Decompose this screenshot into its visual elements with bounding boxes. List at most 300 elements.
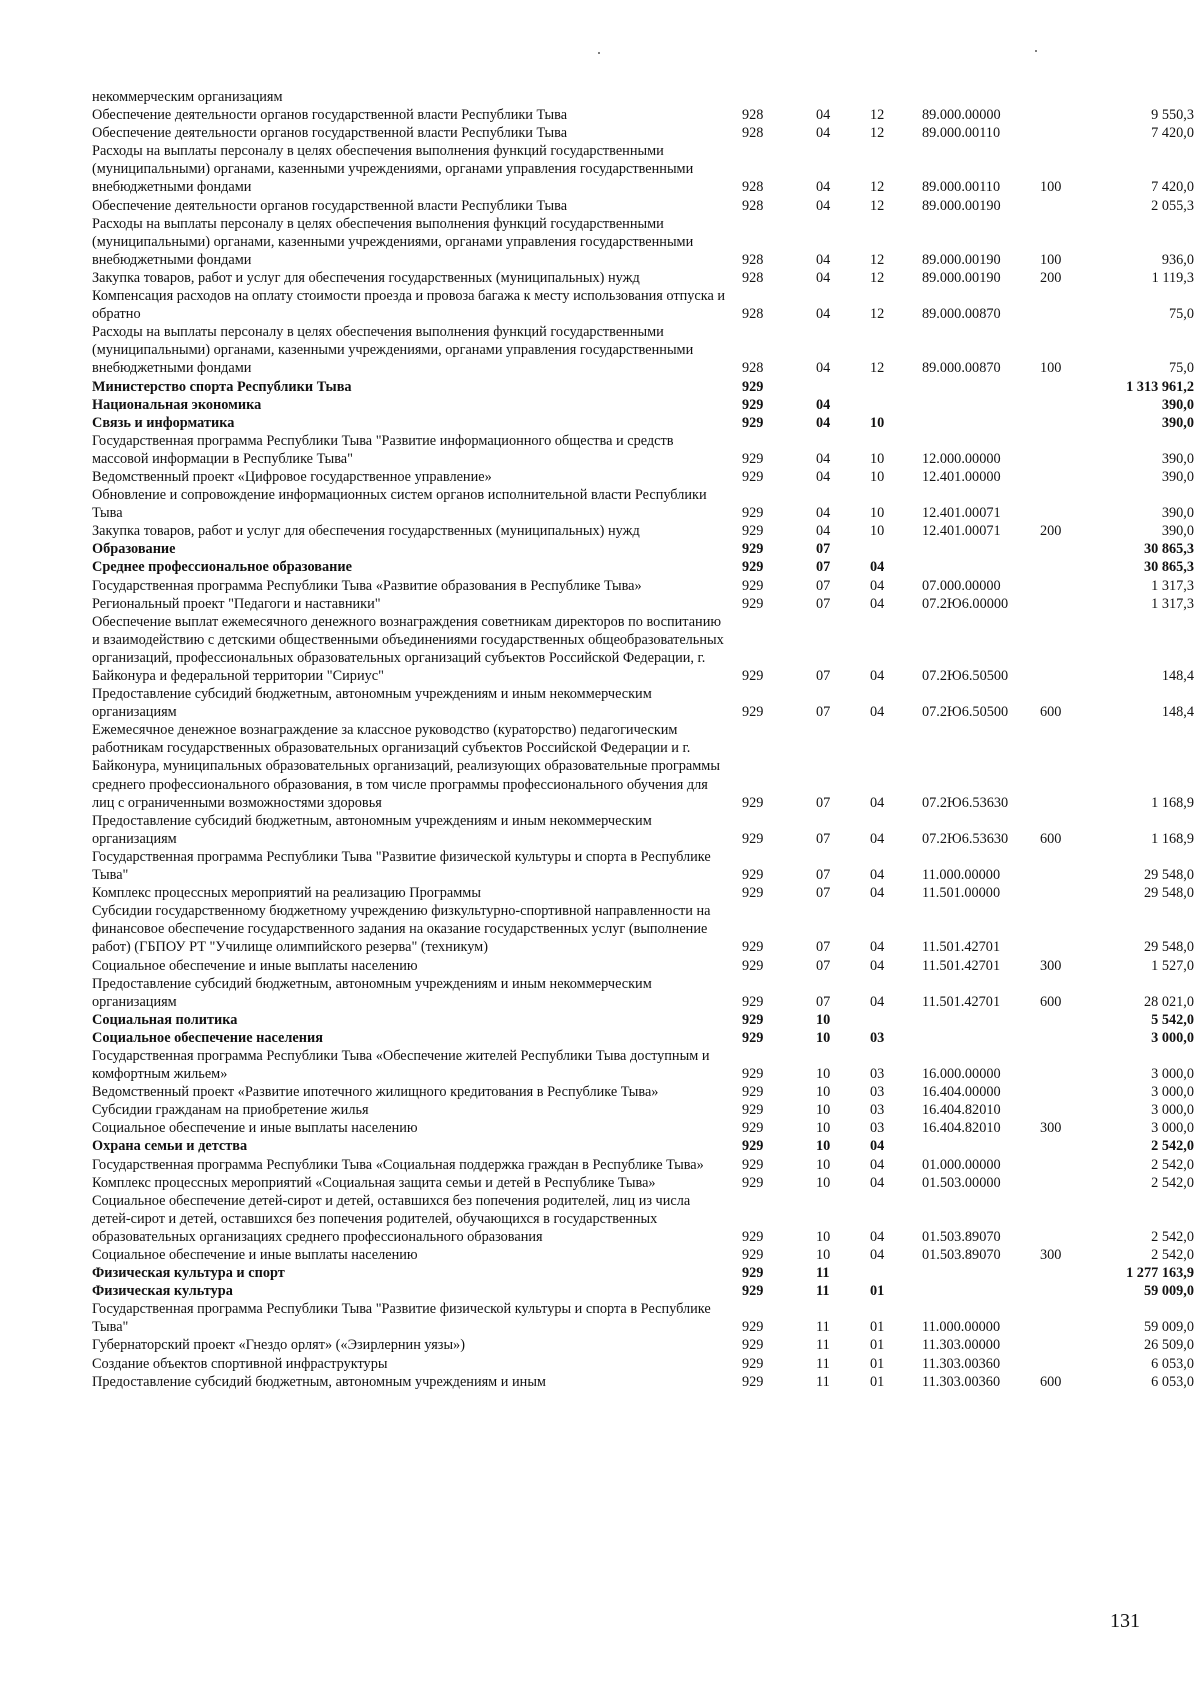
row-expense-type (1040, 486, 1084, 522)
table-row (92, 1336, 1194, 1354)
row-name: Физическая культура и спорт (92, 1265, 285, 1282)
row-target-article: 07.2Ю6.50500 (922, 668, 1009, 684)
row-target-article (918, 1282, 1040, 1300)
row-amount: 3 000,0 (1151, 1120, 1194, 1137)
table-row (92, 1137, 1194, 1155)
table-row (92, 1101, 1194, 1119)
row-subsection-code: 01 (870, 1337, 885, 1354)
table-row (92, 595, 1194, 613)
row-subsection-code: 04 (870, 993, 885, 1010)
row-name: Обеспечение выплат ежемесячного денежного вознаграждения советникам директоров по воспитанию и взаимодействию с детскими общественными объединениями государственных общеобразовательных организаций, профессиональных образовательных организаций субъектов Российской Федерации, г. Байконура и федеральной территории "Сириус" (92, 613, 724, 684)
row-name: Социальное обеспечение населения (92, 1029, 323, 1046)
row-amount: 390,0 (1161, 505, 1194, 522)
row-target-article: 07.2Ю6.00000 (922, 595, 1009, 612)
row-gr-code: 929 (742, 1102, 764, 1119)
row-amount: 1 168,9 (1151, 830, 1194, 847)
row-name: Расходы на выплаты персоналу в целях обеспечения выполнения функций государственными (муниципальными) органами, казенными учреждениями, органами управления государственными внебюджетными фондами (92, 215, 694, 268)
table-row (92, 1282, 1194, 1300)
row-expense-type (1040, 1264, 1084, 1282)
row-gr-code: 928 (742, 269, 764, 286)
row-target-article: 16.000.00000 (922, 1066, 1001, 1083)
row-section-code: 10 (816, 1228, 831, 1245)
row-target-article: 07.2Ю6.53630 (922, 794, 1009, 811)
row-target-article (918, 1011, 1040, 1029)
row-target-article: 89.000.00190 (922, 269, 1001, 286)
row-amount: 148,4 (1161, 704, 1194, 721)
row-amount: 30 865,3 (1143, 541, 1194, 558)
table-row (92, 975, 1194, 1011)
row-name: Социальное обеспечение и иные выплаты населению (92, 1120, 418, 1137)
row-gr-code: 929 (742, 957, 764, 974)
row-target-article: 07.2Ю6.50500 (922, 704, 1009, 721)
row-name: Государственная программа Республики Тыва «Обеспечение жителей Республики Тыва доступным и комфортным жильем» (92, 1047, 710, 1083)
table-row (92, 215, 1194, 269)
row-subsection-code: 12 (870, 125, 885, 142)
table-row (92, 124, 1194, 142)
row-subsection-code: 12 (870, 197, 885, 214)
row-section-code: 11 (816, 1373, 830, 1390)
row-name: Субсидии гражданам на приобретение жилья (92, 1102, 369, 1119)
row-name: Связь и информатика (92, 414, 235, 431)
row-gr-code: 929 (742, 1355, 764, 1372)
row-name: Региональный проект "Педагоги и наставники" (92, 595, 381, 612)
table-row (92, 88, 1194, 106)
row-section-code: 04 (816, 125, 831, 142)
row-section-code: 10 (816, 1138, 831, 1155)
row-expense-type (1040, 378, 1084, 396)
table-row (92, 812, 1194, 848)
row-expense-type: 600 (1040, 704, 1062, 721)
table-row (92, 902, 1194, 956)
row-subsection-code: 12 (870, 251, 885, 268)
row-expense-type (1040, 468, 1084, 486)
table-row (92, 1029, 1194, 1047)
row-section-code: 07 (816, 885, 831, 902)
row-target-article: 89.000.00110 (922, 125, 1001, 142)
row-gr-code: 929 (742, 1029, 764, 1046)
row-subsection-code: 12 (870, 360, 885, 377)
row-name: Национальная экономика (92, 396, 262, 413)
table-row (92, 884, 1194, 902)
row-name: Комплекс процессных мероприятий «Социальная защита семьи и детей в Республике Тыва» (92, 1174, 656, 1191)
row-gr-code: 929 (742, 1138, 764, 1155)
row-section-code: 04 (816, 468, 831, 485)
row-gr-code: 929 (742, 993, 764, 1010)
row-target-article (918, 396, 1040, 414)
row-expense-type (1040, 1029, 1084, 1047)
row-amount: 3 000,0 (1151, 1102, 1194, 1119)
table-row (92, 522, 1194, 540)
row-name: Социальная политика (92, 1011, 238, 1028)
row-subsection-code: 12 (870, 179, 885, 196)
table-row (92, 1011, 1194, 1029)
row-subsection-code: 04 (870, 595, 885, 612)
row-target-article: 11.303.00360 (922, 1373, 1001, 1390)
row-expense-type (1040, 902, 1084, 956)
row-amount: 28 021,0 (1143, 993, 1194, 1010)
row-section-code: 04 (816, 396, 831, 413)
row-subsection-code (864, 1264, 918, 1282)
row-section-code (798, 88, 864, 106)
row-gr-code: 929 (742, 1011, 764, 1028)
row-expense-type (1040, 1137, 1084, 1155)
row-section-code: 10 (816, 1102, 831, 1119)
table-row (92, 848, 1194, 884)
row-subsection-code: 03 (870, 1102, 885, 1119)
row-section-code: 10 (816, 1156, 831, 1173)
row-target-article: 89.000.00110 (922, 179, 1001, 196)
row-amount: 1 313 961,2 (1126, 378, 1194, 395)
row-amount: 1 277 163,9 (1126, 1265, 1194, 1282)
table-row (92, 323, 1194, 377)
row-amount: 29 548,0 (1143, 939, 1194, 956)
row-name: Министерство спорта Республики Тыва (92, 378, 352, 395)
row-expense-type (1040, 124, 1084, 142)
row-section-code: 04 (816, 450, 831, 467)
row-target-article: 12.401.00071 (922, 505, 1001, 522)
row-target-article: 16.404.82010 (922, 1120, 1001, 1137)
row-name: Социальное обеспечение и иные выплаты населению (92, 957, 418, 974)
row-amount: 26 509,0 (1143, 1337, 1194, 1354)
table-row (92, 540, 1194, 558)
scan-speck (1035, 50, 1037, 52)
row-section-code: 07 (816, 541, 831, 558)
row-gr-code: 928 (742, 360, 764, 377)
row-amount: 75,0 (1168, 360, 1194, 377)
row-subsection-code: 04 (870, 559, 885, 576)
row-section-code: 11 (816, 1337, 830, 1354)
table-row (92, 1156, 1194, 1174)
table-row (92, 1355, 1194, 1373)
row-amount: 1 527,0 (1151, 957, 1194, 974)
row-target-article (918, 88, 1040, 106)
row-subsection-code: 04 (870, 1174, 885, 1191)
row-name: Губернаторский проект «Гнездо орлят» («Эзирлернин уязы») (92, 1337, 465, 1354)
table-row (92, 957, 1194, 975)
row-amount: 1 168,9 (1151, 794, 1194, 811)
table-row (92, 414, 1194, 432)
table-row (92, 396, 1194, 414)
row-target-article: 01.000.00000 (922, 1156, 1001, 1173)
row-expense-type (1040, 540, 1084, 558)
row-subsection-code (864, 396, 918, 414)
row-subsection-code (864, 88, 918, 106)
row-gr-code: 929 (742, 559, 764, 576)
row-expense-type: 200 (1040, 523, 1062, 540)
row-name: Социальное обеспечение и иные выплаты населению (92, 1247, 418, 1263)
row-gr-code: 929 (742, 885, 764, 902)
row-target-article (918, 414, 1040, 432)
table-row (92, 378, 1194, 396)
row-subsection-code (864, 540, 918, 558)
row-section-code: 07 (816, 595, 831, 612)
row-target-article (918, 378, 1040, 396)
row-gr-code: 929 (742, 595, 764, 612)
row-gr-code: 929 (742, 468, 764, 485)
row-name: Обеспечение деятельности органов государственной власти Республики Тыва (92, 125, 568, 142)
row-amount: 390,0 (1161, 523, 1194, 540)
row-subsection-code: 12 (870, 269, 885, 286)
row-gr-code: 928 (742, 107, 764, 124)
row-expense-type (1040, 414, 1084, 432)
row-amount: 390,0 (1161, 396, 1194, 413)
row-amount: 1 317,3 (1151, 595, 1194, 612)
row-expense-type (1040, 88, 1084, 106)
row-gr-code: 928 (742, 306, 764, 323)
row-gr-code: 929 (742, 1319, 764, 1336)
row-expense-type: 600 (1040, 830, 1062, 847)
row-expense-type (1040, 1300, 1084, 1336)
row-amount: 390,0 (1161, 450, 1194, 467)
row-section-code: 07 (816, 559, 831, 576)
row-expense-type (1040, 558, 1084, 576)
row-name: Образование (92, 541, 176, 558)
row-target-article (918, 558, 1040, 576)
row-subsection-code: 04 (870, 1247, 885, 1263)
row-name: Физическая культура (92, 1283, 233, 1300)
row-gr-code: 929 (742, 1120, 764, 1137)
row-gr-code: 929 (742, 1247, 764, 1263)
row-gr-code: 929 (742, 450, 764, 467)
row-expense-type (1040, 595, 1084, 613)
row-target-article (918, 540, 1040, 558)
row-expense-type (1040, 106, 1084, 124)
row-subsection-code: 04 (870, 1156, 885, 1173)
row-section-code: 11 (816, 1283, 830, 1300)
row-name: некоммерческим организациям (92, 89, 283, 105)
row-target-article: 89.000.00870 (922, 306, 1001, 323)
row-expense-type (1040, 197, 1084, 215)
row-section-code: 11 (816, 1265, 830, 1282)
row-gr-code: 929 (742, 577, 764, 594)
row-section-code: 07 (816, 704, 831, 721)
row-section-code: 10 (816, 1066, 831, 1083)
row-name: Среднее профессиональное образование (92, 559, 352, 576)
row-expense-type: 300 (1040, 1247, 1062, 1263)
row-name: Предоставление субсидий бюджетным, автономным учреждениям и иным (92, 1373, 546, 1390)
row-gr-code: 929 (742, 1156, 764, 1173)
row-section-code: 11 (816, 1319, 830, 1336)
row-section-code: 11 (816, 1355, 830, 1372)
row-target-article: 12.401.00071 (922, 523, 1001, 540)
row-target-article: 16.404.00000 (922, 1084, 1001, 1101)
row-subsection-code: 04 (870, 957, 885, 974)
row-section-code: 04 (816, 251, 831, 268)
row-target-article: 89.000.00190 (922, 251, 1001, 268)
table-row (92, 106, 1194, 124)
row-subsection-code: 01 (870, 1373, 885, 1390)
row-expense-type (1040, 1047, 1084, 1083)
row-name: Компенсация расходов на оплату стоимости проезда и провоза багажа к месту использования отпуска и обратно (92, 288, 726, 323)
row-subsection-code: 03 (870, 1084, 885, 1101)
table-row (92, 1119, 1194, 1137)
row-amount: 390,0 (1161, 414, 1194, 431)
row-expense-type (1040, 1355, 1084, 1373)
row-amount: 2 542,0 (1151, 1174, 1194, 1191)
row-subsection-code (864, 1011, 918, 1029)
row-name: Расходы на выплаты персоналу в целях обеспечения выполнения функций государственными (муниципальными) органами, казенными учреждениями, органами управления государственными внебюджетными фондами (92, 324, 694, 377)
budget-table-body (92, 88, 1194, 1391)
table-row (92, 613, 1194, 685)
row-target-article: 11.303.00000 (922, 1337, 1001, 1354)
row-subsection-code: 04 (870, 1138, 885, 1155)
table-row (92, 577, 1194, 595)
row-name: Государственная программа Республики Тыва «Социальная поддержка граждан в Республике Тыва» (92, 1156, 704, 1173)
row-subsection-code: 10 (870, 468, 885, 485)
row-expense-type (1040, 1192, 1084, 1246)
row-expense-type (1040, 287, 1084, 323)
row-gr-code: 929 (742, 1337, 764, 1354)
row-subsection-code: 03 (870, 1029, 885, 1046)
table-row (92, 142, 1194, 196)
table-row (92, 1373, 1194, 1391)
row-expense-type (1040, 1156, 1084, 1174)
row-subsection-code (864, 378, 918, 396)
row-gr-code: 929 (742, 794, 764, 811)
row-gr-code: 929 (742, 939, 764, 956)
row-section-code: 04 (816, 360, 831, 377)
row-target-article: 12.000.00000 (922, 450, 1001, 467)
row-gr-code: 929 (742, 830, 764, 847)
row-name: Обновление и сопровождение информационных систем органов исполнительной власти Республики Тыва (92, 487, 707, 522)
row-section-code: 07 (816, 957, 831, 974)
row-gr-code: 929 (742, 1084, 764, 1101)
row-amount: 5 542,0 (1151, 1011, 1194, 1028)
row-expense-type (1040, 1282, 1084, 1300)
row-target-article (918, 1137, 1040, 1155)
row-amount: 59 009,0 (1143, 1283, 1194, 1300)
row-section-code: 10 (816, 1120, 831, 1137)
row-expense-type: 200 (1040, 269, 1062, 286)
row-gr-code: 929 (742, 396, 764, 413)
row-subsection-code: 04 (870, 704, 885, 721)
row-name: Комплекс процессных мероприятий на реализацию Программы (92, 885, 481, 902)
row-gr-code: 929 (742, 1265, 764, 1282)
row-amount: 2 542,0 (1151, 1138, 1194, 1155)
row-subsection-code: 04 (870, 1228, 885, 1245)
row-name: Государственная программа Республики Тыва "Развитие физической культуры и спорта в Республике Тыва" (92, 1301, 711, 1336)
row-gr-code: 929 (742, 541, 764, 558)
row-expense-type (1040, 1011, 1084, 1029)
row-section-code: 04 (816, 197, 831, 214)
row-section-code: 04 (816, 523, 831, 540)
page-number: 131 (1110, 1610, 1140, 1632)
table-row (92, 468, 1194, 486)
row-subsection-code: 03 (870, 1066, 885, 1083)
row-section-code: 10 (816, 1247, 831, 1263)
row-name: Государственная программа Республики Тыва "Развитие физической культуры и спорта в Республике Тыва" (92, 848, 711, 884)
row-expense-type (1040, 1174, 1084, 1192)
table-row (92, 721, 1194, 811)
row-amount: 7 420,0 (1151, 179, 1194, 196)
row-target-article: 11.000.00000 (922, 1319, 1001, 1336)
table-row (92, 1246, 1194, 1264)
row-section-code: 07 (816, 939, 831, 956)
row-amount: 29 548,0 (1143, 885, 1194, 902)
row-gr-code: 929 (742, 505, 764, 522)
row-subsection-code: 12 (870, 107, 885, 124)
row-subsection-code: 01 (870, 1355, 885, 1372)
row-expense-type (1040, 848, 1084, 884)
row-section-code: 07 (816, 668, 831, 684)
row-name: Расходы на выплаты персоналу в целях обеспечения выполнения функций государственными (муниципальными) органами, казенными учреждениями, органами управления государственными внебюджетными фондами (92, 143, 694, 196)
row-name: Ведомственный проект «Цифровое государственное управление» (92, 468, 492, 485)
row-name: Создание объектов спортивной инфраструктуры (92, 1355, 388, 1372)
row-section-code: 04 (816, 107, 831, 124)
row-subsection-code: 04 (870, 794, 885, 811)
row-amount: 7 420,0 (1151, 125, 1194, 142)
row-section-code: 04 (816, 179, 831, 196)
row-target-article: 01.503.89070 (922, 1228, 1001, 1245)
row-target-article: 01.503.89070 (922, 1247, 1001, 1263)
row-target-article: 11.303.00360 (922, 1355, 1001, 1372)
row-gr-code: 929 (742, 668, 764, 684)
row-amount (1084, 88, 1194, 106)
table-row (92, 197, 1194, 215)
row-gr-code: 928 (742, 251, 764, 268)
table-row (92, 269, 1194, 287)
table-row (92, 1300, 1194, 1336)
table-row (92, 1264, 1194, 1282)
row-expense-type: 300 (1040, 1120, 1062, 1137)
row-subsection-code: 04 (870, 577, 885, 594)
row-section-code: 10 (816, 1084, 831, 1101)
row-section-code: 07 (816, 867, 831, 884)
row-amount: 75,0 (1168, 306, 1194, 323)
table-row (92, 1192, 1194, 1246)
row-gr-code: 929 (742, 1373, 764, 1390)
row-gr-code: 928 (742, 125, 764, 142)
row-name: Государственная программа Республики Тыва "Развитие информационного общества и средств массовой информации в Республике Тыва" (92, 432, 674, 467)
row-target-article: 16.404.82010 (922, 1102, 1001, 1119)
row-name: Предоставление субсидий бюджетным, автономным учреждениям и иным некоммерческим организациям (92, 975, 652, 1010)
row-section-code: 04 (816, 505, 831, 522)
row-subsection-code: 03 (870, 1120, 885, 1137)
row-amount: 3 000,0 (1151, 1066, 1194, 1083)
scan-speck (598, 52, 600, 54)
row-name: Закупка товаров, работ и услуг для обеспечения государственных (муниципальных) нужд (92, 523, 640, 540)
row-name: Предоставление субсидий бюджетным, автономным учреждениям и иным некоммерческим организациям (92, 686, 652, 721)
row-name: Предоставление субсидий бюджетным, автономным учреждениям и иным некоммерческим организациям (92, 812, 652, 847)
row-expense-type (1040, 613, 1084, 685)
row-expense-type (1040, 1083, 1084, 1101)
row-section-code: 10 (816, 1029, 831, 1046)
row-expense-type (1040, 432, 1084, 468)
row-section-code: 04 (816, 414, 831, 431)
row-gr-code: 928 (742, 197, 764, 214)
row-subsection-code: 04 (870, 830, 885, 847)
row-amount: 2 542,0 (1151, 1247, 1194, 1263)
row-target-article: 07.2Ю6.53630 (922, 830, 1009, 847)
table-row (92, 558, 1194, 576)
row-target-article: 89.000.00870 (922, 360, 1001, 377)
budget-table (92, 88, 1194, 1391)
row-name: Государственная программа Республики Тыва «Развитие образования в Республике Тыва» (92, 577, 642, 594)
table-row (92, 1174, 1194, 1192)
row-gr-code: 929 (742, 1066, 764, 1083)
row-amount: 936,0 (1161, 251, 1194, 268)
row-subsection-code: 12 (870, 306, 885, 323)
table-row (92, 287, 1194, 323)
row-amount: 29 548,0 (1143, 867, 1194, 884)
row-gr-code: 929 (742, 378, 764, 395)
row-amount: 1 317,3 (1151, 577, 1194, 594)
row-section-code: 07 (816, 794, 831, 811)
row-gr-code: 929 (742, 1228, 764, 1245)
row-section-code: 04 (816, 306, 831, 323)
row-amount: 2 055,3 (1151, 197, 1194, 214)
row-expense-type (1040, 1336, 1084, 1354)
